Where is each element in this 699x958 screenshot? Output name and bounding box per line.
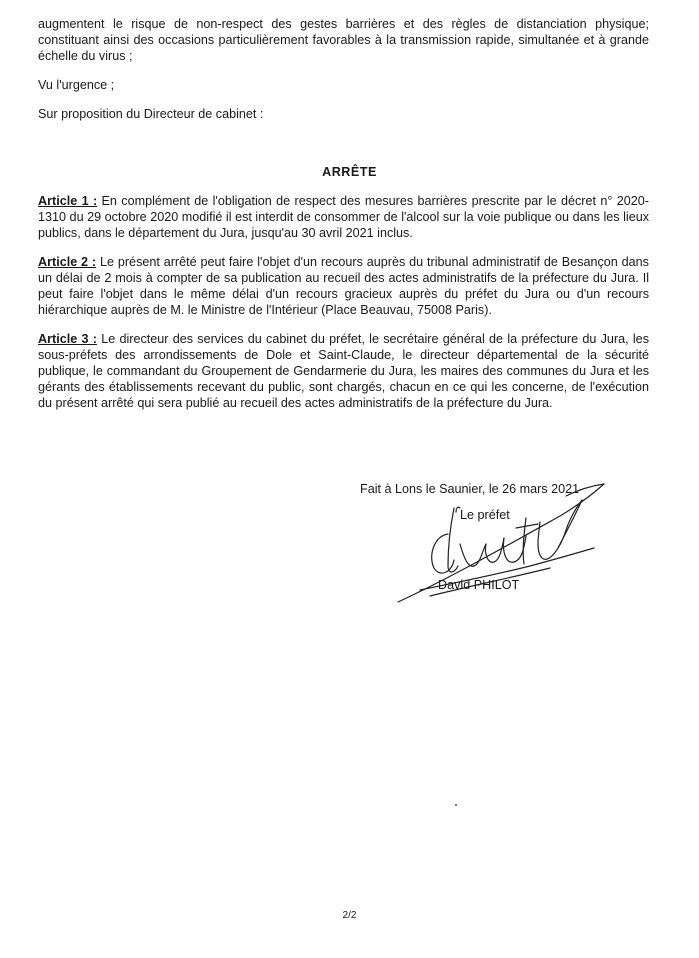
article-1-text: En complément de l'obligation de respect des mesures barrières prescrite par le décret n° 2020-1310 du 29 octobre 2020 modifié il est interdit de consommer de l'alcool sur la voie publique ou dans les lieux publics, dans le département du Jura, jusqu'au 30 avril 2021 inclus.	[38, 194, 649, 240]
vu-urgence-line: Vu l'urgence ;	[38, 78, 115, 92]
signer-name: David PHILOT	[438, 578, 520, 592]
page-number: 2/2	[342, 910, 357, 921]
sur-proposition-line: Sur proposition du Directeur de cabinet :	[38, 107, 264, 121]
article-3-text: Le directeur des services du cabinet du préfet, le secrétaire général de la préfecture du Jura, les sous-préfets des arrondissements de Dole et Saint-Claude, le directeur départemental de la sécurité publique, le commandant du Groupement de Gendarmerie du Jura, les maires des communes du Jura et les gérants des établissements recevant du public, sont chargés, chacun en ce qui les concerne, de l'exécution du présent arrêté qui sera publié au recueil des actes administratifs de la préfecture du Jura.	[38, 332, 649, 410]
signer-title: Le préfet	[460, 508, 510, 522]
arrete-title: ARRÊTE	[322, 165, 377, 179]
intro-paragraph: augmentent le risque de non-respect des gestes barrières et des règles de distanciation physique; constituant ainsi des occasions particulièrement favorables à la transmission rapide, simultanée et à grande échelle du virus ;	[38, 17, 649, 63]
place-date-line: Fait à Lons le Saunier, le 26 mars 2021	[360, 482, 580, 496]
scan-speck	[455, 804, 457, 806]
article-2-label: Article 2 :	[38, 255, 97, 269]
article-1	[38, 193, 649, 241]
article-3	[38, 331, 649, 411]
article-2	[38, 254, 649, 318]
article-3-label: Article 3 :	[38, 332, 97, 346]
article-1-label: Article 1 :	[38, 194, 98, 208]
article-2-text: Le présent arrêté peut faire l'objet d'un recours auprès du tribunal administratif de Besançon dans un délai de 2 mois à compter de sa publication au recueil des actes administratifs de la préfecture du Jura. Il peut faire l'objet dans le même délai d'un recours gracieux auprès du préfet du Jura ou d'un recours hiérarchique auprès de M. le Ministre de l'Intérieur (Place Beauvau, 75008 Paris).	[38, 255, 649, 317]
